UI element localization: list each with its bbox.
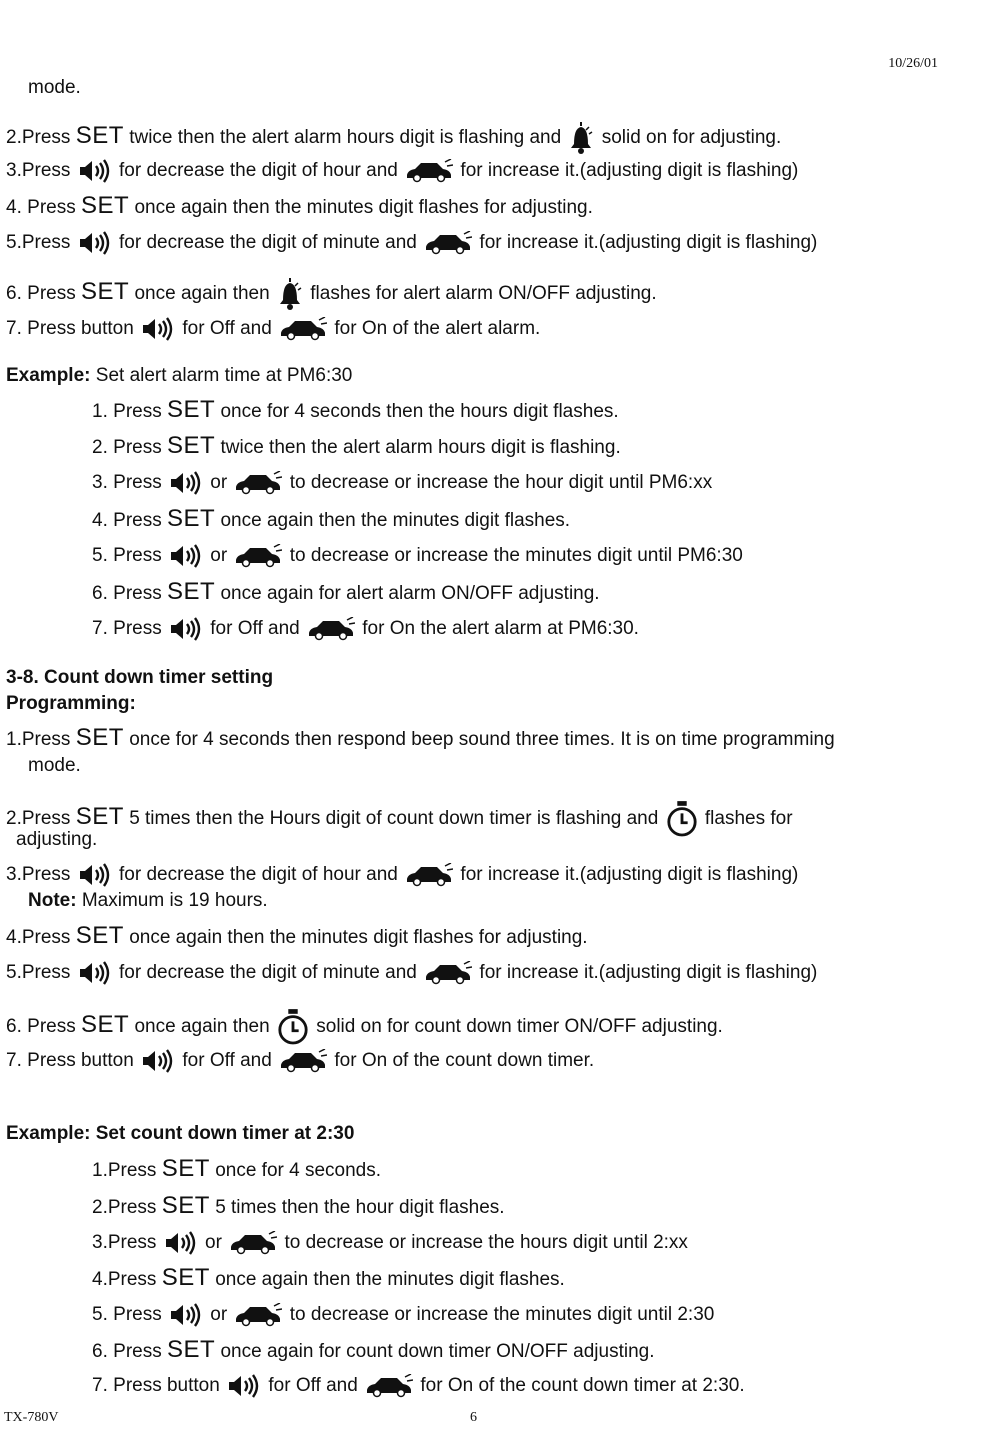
alarm-bell-icon	[277, 276, 303, 312]
example1-step-7: 7. Press for Off and for On the alert alarm at PM6:30.	[92, 616, 639, 642]
example1-step-3: 3. Press or to decrease or increase the hour digit until PM6:xx	[92, 470, 712, 496]
car-icon	[234, 471, 282, 495]
set-key-label: SET	[81, 192, 130, 219]
timer-step-6: 6. Press SET once again then solid on for count down timer ON/OFF adjusting.	[6, 1008, 723, 1046]
alarm-step-2: 2.Press SET twice then the alert alarm hours digit is flashing and solid on for adjusting.	[6, 120, 781, 156]
timer-step-2-cont: adjusting.	[16, 829, 98, 850]
set-key-label: SET	[167, 432, 216, 459]
stopwatch-icon	[277, 1008, 309, 1046]
car-icon	[424, 231, 472, 255]
timer-step-3: 3.Press for decrease the digit of hour and for increase it.(adjusting digit is flashing)	[6, 862, 798, 888]
set-key-label: SET	[161, 1264, 210, 1291]
example1-step-2: 2. Press SET twice then the alert alarm hours digit is flashing.	[92, 432, 621, 459]
set-key-label: SET	[167, 396, 216, 423]
alarm-step-3: 3.Press for decrease the digit of hour and for increase it.(adjusting digit is flashing)	[6, 158, 798, 184]
alarm-mode-cont: mode.	[28, 77, 81, 98]
speaker-icon	[169, 470, 203, 496]
alarm-bell-icon	[568, 120, 594, 156]
speaker-icon	[169, 543, 203, 569]
set-key-label: SET	[167, 578, 216, 605]
timer-step-1-cont: mode.	[28, 755, 81, 776]
example2-step-2: 2.Press SET 5 times then the hour digit flashes.	[92, 1192, 505, 1219]
speaker-icon	[78, 862, 112, 888]
car-icon	[424, 961, 472, 985]
car-icon	[229, 1231, 277, 1255]
speaker-icon	[78, 960, 112, 986]
set-key-label: SET	[81, 1011, 130, 1039]
example1-step-6: 6. Press SET once again for alert alarm ON/OFF adjusting.	[92, 578, 600, 605]
speaker-icon	[141, 316, 175, 342]
set-key-label: SET	[167, 505, 216, 532]
alarm-step-7: 7. Press button for Off and for On of the alert alarm.	[6, 316, 540, 342]
set-key-label: SET	[75, 724, 124, 751]
timer-step-2: 2.Press SET 5 times then the Hours digit of count down timer is flashing and flashes for	[6, 800, 793, 838]
timer-note: Note: Maximum is 19 hours.	[28, 890, 268, 911]
stopwatch-icon	[666, 800, 698, 838]
example2-step-7: 7. Press button for Off and for On of the count down timer at 2:30.	[92, 1373, 745, 1399]
alarm-step-6: 6. Press SET once again then flashes for alert alarm ON/OFF adjusting.	[6, 276, 657, 312]
set-key-label: SET	[161, 1155, 210, 1182]
set-key-label: SET	[81, 278, 130, 306]
speaker-icon	[169, 616, 203, 642]
section-title: 3-8. Count down timer setting	[6, 667, 274, 688]
speaker-icon	[78, 158, 112, 184]
car-icon	[365, 1374, 413, 1398]
set-key-label: SET	[167, 1336, 216, 1363]
timer-step-7: 7. Press button for Off and for On of the count down timer.	[6, 1048, 594, 1074]
example1-heading: Example: Set alert alarm time at PM6:30	[6, 365, 353, 386]
page-number: 6	[470, 1410, 477, 1425]
car-icon	[234, 544, 282, 568]
speaker-icon	[78, 230, 112, 256]
speaker-icon	[141, 1048, 175, 1074]
set-key-label: SET	[75, 122, 124, 150]
set-key-label: SET	[161, 1192, 210, 1219]
car-icon	[279, 317, 327, 341]
car-icon	[279, 1049, 327, 1073]
speaker-icon	[227, 1373, 261, 1399]
document-date: 10/26/01	[888, 56, 938, 71]
timer-step-1: 1.Press SET once for 4 seconds then respond beep sound three times. It is on time programming	[6, 724, 835, 751]
example2-step-4: 4.Press SET once again then the minutes digit flashes.	[92, 1264, 565, 1291]
example1-step-1: 1. Press SET once for 4 seconds then the hours digit flashes.	[92, 396, 619, 423]
example1-step-4: 4. Press SET once again then the minutes digit flashes.	[92, 505, 571, 532]
example2-step-1: 1.Press SET once for 4 seconds.	[92, 1155, 382, 1182]
alarm-step-5: 5.Press for decrease the digit of minute and for increase it.(adjusting digit is flashing)	[6, 230, 817, 256]
car-icon	[307, 617, 355, 641]
programming-heading: Programming:	[6, 693, 136, 714]
example2-heading: Example: Set count down timer at 2:30	[6, 1123, 355, 1144]
example2-step-5: 5. Press or to decrease or increase the minutes digit until 2:30	[92, 1302, 714, 1328]
timer-step-4: 4.Press SET once again then the minutes digit flashes for adjusting.	[6, 922, 588, 949]
alarm-step-4: 4. Press SET once again then the minutes digit flashes for adjusting.	[6, 192, 593, 219]
set-key-label: SET	[75, 922, 124, 949]
example2-step-6: 6. Press SET once again for count down timer ON/OFF adjusting.	[92, 1336, 655, 1363]
car-icon	[405, 863, 453, 887]
footer-model: TX-780V	[4, 1410, 59, 1425]
speaker-icon	[169, 1302, 203, 1328]
example1-step-5: 5. Press or to decrease or increase the minutes digit until PM6:30	[92, 543, 743, 569]
timer-step-5: 5.Press for decrease the digit of minute and for increase it.(adjusting digit is flashing)	[6, 960, 817, 986]
example2-step-3: 3.Press or to decrease or increase the hours digit until 2:xx	[92, 1230, 688, 1256]
set-key-label: SET	[75, 803, 124, 831]
car-icon	[405, 159, 453, 183]
car-icon	[234, 1303, 282, 1327]
speaker-icon	[164, 1230, 198, 1256]
